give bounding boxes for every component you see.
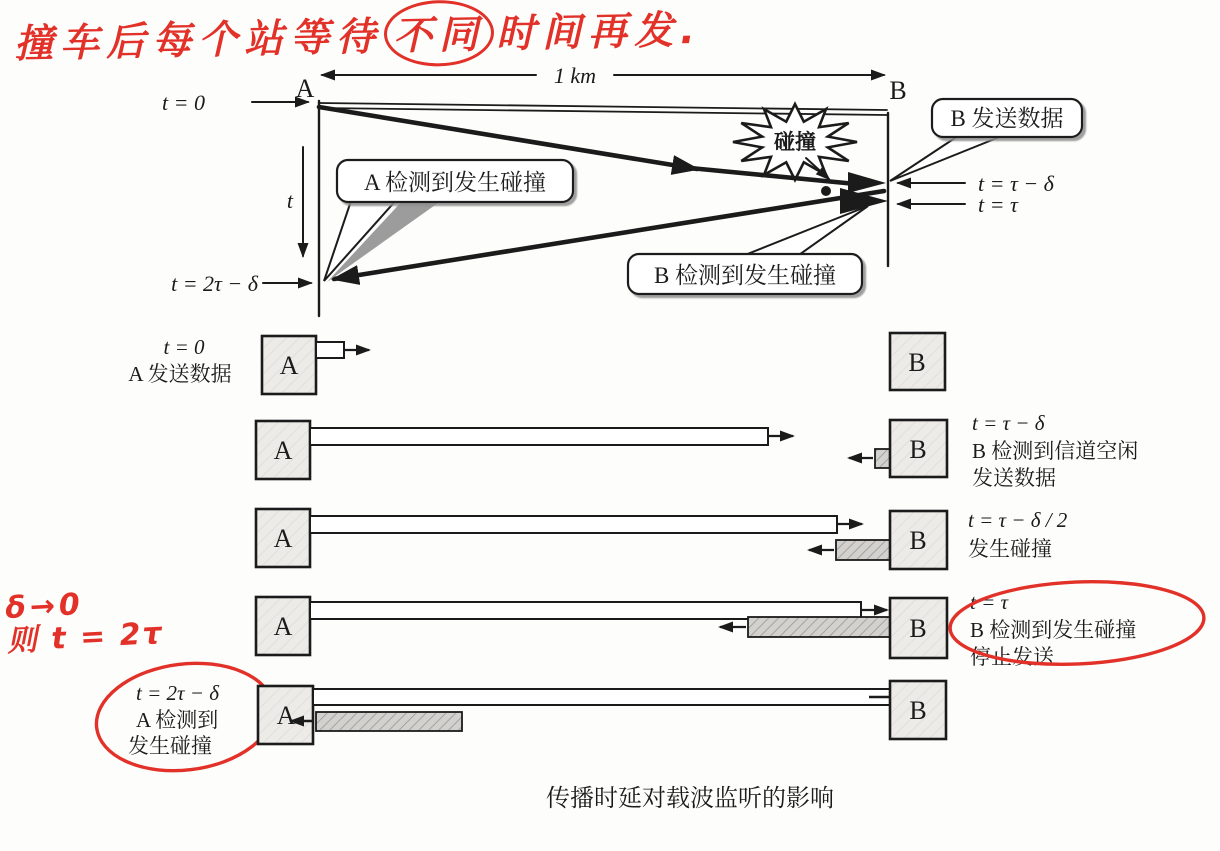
row2-station-a-letter: A xyxy=(273,436,293,465)
row5-left-line2: A 检测到 xyxy=(136,708,219,732)
row1-station-a-letter: A xyxy=(279,351,299,380)
hw-title-circled: 不同 xyxy=(383,0,494,67)
row4-station-b-letter: B xyxy=(909,614,927,643)
figure-caption: 传播时延对载波监听的影响 xyxy=(546,786,834,812)
station-b-label: B xyxy=(889,76,907,105)
timeline-row-2 xyxy=(256,411,1138,490)
row2-frame-b xyxy=(875,449,890,468)
row5-left-line3: 发生碰撞 xyxy=(128,734,212,758)
station-a-label: A xyxy=(295,74,315,103)
row4-right-line2: B 检测到发生碰撞 xyxy=(970,618,1137,642)
hw-note-line2: 则 t = 2τ xyxy=(6,615,165,660)
row5-station-b-letter: B xyxy=(909,696,927,725)
row1-left-line1: t = 0 xyxy=(163,335,205,359)
row5-station-a-letter: A xyxy=(276,701,296,730)
hw-title-prefix: 撞车后每个站等待 xyxy=(13,14,383,68)
row2-frame-a xyxy=(310,428,768,445)
timeline-row-4 xyxy=(256,576,1206,669)
callout-b-send xyxy=(890,99,1082,181)
time-axis-label: t xyxy=(286,188,293,213)
timeline-row-1 xyxy=(128,333,945,394)
row5-frame-b xyxy=(316,712,462,731)
hw-title-suffix: 时间再发. xyxy=(495,7,703,58)
callout-b-detect xyxy=(628,206,868,294)
timeline-row-5 xyxy=(90,654,946,781)
row3-right-line2: 发生碰撞 xyxy=(968,537,1052,561)
row5-left-line1: t = 2τ − δ xyxy=(136,681,219,705)
collision-point-dot xyxy=(821,186,831,196)
row1-frame-a xyxy=(316,342,344,358)
row2-right-line2: B 检测到信道空闲 xyxy=(972,439,1139,463)
row1-station-b-letter: B xyxy=(908,348,926,377)
row3-right-line1: t = τ − δ / 2 xyxy=(968,508,1068,532)
space-time-diagram xyxy=(162,63,1082,316)
row4-frame-b xyxy=(748,617,890,637)
callout-a-detect-label: A 检测到发生碰撞 xyxy=(363,170,547,195)
row3-station-a-letter: A xyxy=(273,524,293,553)
row2-right-line1: t = τ − δ xyxy=(972,411,1045,435)
t-2tau-delta-label: t = 2τ − δ xyxy=(171,271,258,296)
row4-right-line1: t = τ xyxy=(970,590,1009,614)
callout-b-detect-tail xyxy=(740,206,868,257)
row1-left-line2: A 发送数据 xyxy=(128,362,232,386)
callout-a-detect xyxy=(324,160,573,282)
row4-station-a-letter: A xyxy=(273,612,293,641)
row3-frame-b xyxy=(836,540,890,560)
handwritten-note xyxy=(4,584,164,658)
callout-b-detect-label: B 检测到发生碰撞 xyxy=(653,263,837,288)
t0-label: t = 0 xyxy=(162,90,205,115)
row2-right-line3: 发送数据 xyxy=(972,466,1056,490)
row3-station-b-letter: B xyxy=(909,526,927,555)
row3-frame-a xyxy=(310,516,837,533)
timeline-row-3 xyxy=(256,508,1068,569)
t-tau-delta-label: t = τ − δ xyxy=(978,171,1054,196)
distance-label: 1 km xyxy=(553,63,597,88)
row2-station-b-letter: B xyxy=(909,435,927,464)
callout-b-send-label: B 发送数据 xyxy=(950,106,1064,131)
collision-burst-label: 碰撞 xyxy=(774,130,816,154)
row4-right-line3: 停止发送 xyxy=(970,645,1054,669)
t-tau-label: t = τ xyxy=(978,192,1018,217)
hw-note-line1: δ→0 xyxy=(4,587,85,627)
row5-frame-a xyxy=(313,689,890,705)
